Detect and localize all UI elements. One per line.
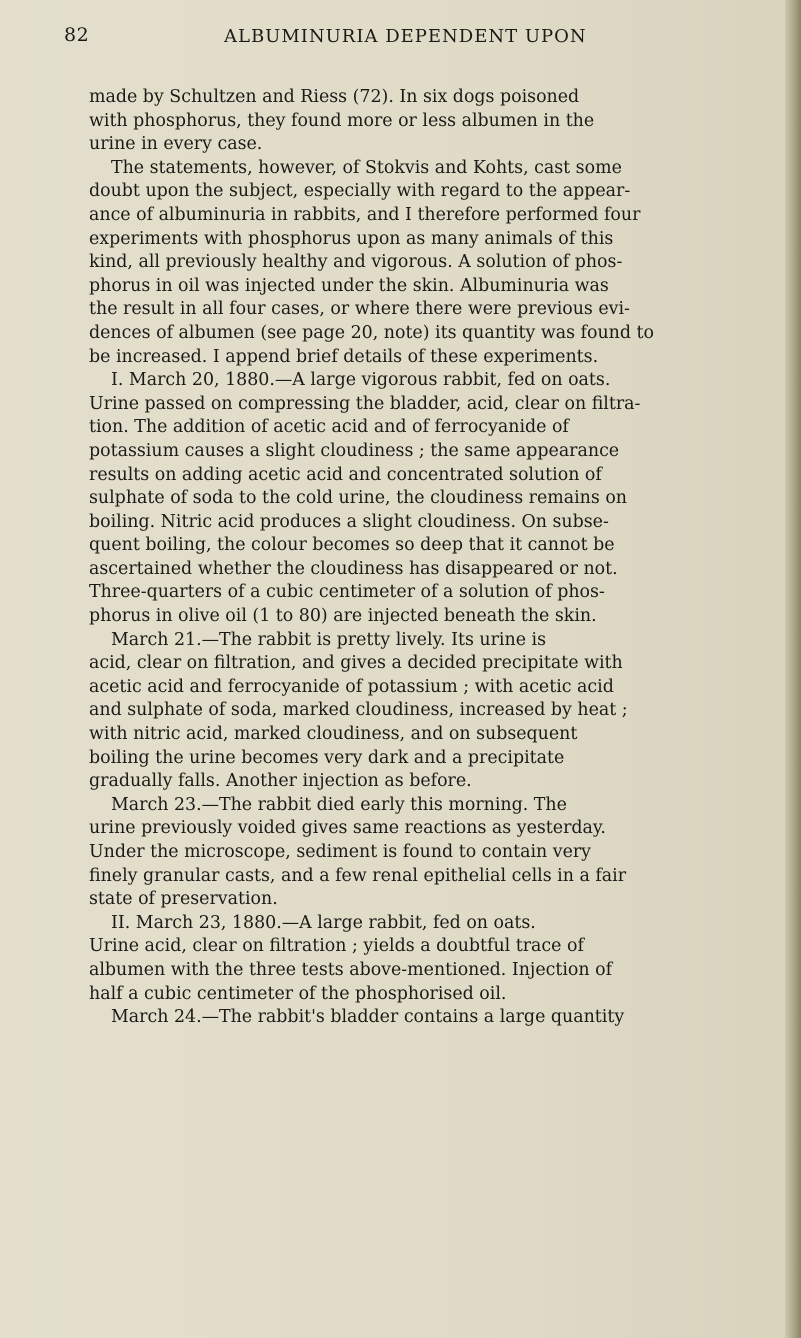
text-line: March 24.—The rabbit's bladder contains a large quantity: [111, 1007, 625, 1028]
text-line: results on adding acetic acid and concentrated solution of: [89, 464, 602, 485]
text-line: and sulphate of soda, marked cloudiness, increased by heat ;: [89, 700, 628, 721]
text-line: I. March 20, 1880.—A large vigorous rabbit, fed on oats.: [111, 370, 611, 391]
text-line: urine in every case.: [89, 134, 263, 155]
text-line: Urine acid, clear on filtration ; yields a doubtful trace of: [89, 936, 584, 957]
page-number: 82: [64, 24, 90, 46]
text-line: The statements, however, of Stokvis and Kohts, cast some: [111, 157, 622, 178]
text-line: ascertained whether the cloudiness has disappeared or not.: [89, 558, 618, 579]
text-line: ance of albuminuria in rabbits, and I therefore performed four: [89, 204, 641, 225]
text-line: made by Schultzen and Riess (72). In six dogs poisoned: [89, 87, 580, 107]
text-line: with phosphorus, they found more or less albumen in the: [89, 110, 595, 131]
text-line: boiling. Nitric acid produces a slight cloudiness. On subse-: [89, 511, 609, 532]
text-line: phorus in olive oil (1 to 80) are injected beneath the skin.: [89, 606, 597, 627]
text-line: quent boiling, the colour becomes so deep that it cannot be: [89, 535, 615, 556]
text-line: kind, all previously healthy and vigorous. A solution of phos-: [89, 252, 623, 273]
running-head: ALBUMINURIA DEPENDENT UPON: [224, 26, 587, 47]
text-line: acetic acid and ferrocyanide of potassium ; with acetic acid: [89, 676, 614, 697]
text-line: acid, clear on filtration, and gives a decided precipitate with: [89, 653, 623, 674]
text-line: Urine passed on compressing the bladder, acid, clear on filtra-: [89, 393, 641, 414]
text-line: March 23.—The rabbit died early this morning. The: [111, 794, 567, 815]
text-line: II. March 23, 1880.—A large rabbit, fed on oats.: [111, 912, 536, 933]
text-line: albumen with the three tests above-mentioned. Injection of: [89, 959, 613, 980]
text-line: be increased. I append brief details of these experiments.: [89, 346, 599, 367]
text-line: gradually falls. Another injection as before.: [89, 771, 472, 792]
text-line: March 21.—The rabbit is pretty lively. Its urine is: [111, 629, 546, 650]
text-line: doubt upon the subject, especially with regard to the appear-: [89, 181, 631, 202]
text-line: boiling the urine becomes very dark and a precipitate: [89, 747, 565, 768]
text-line: urine previously voided gives same reactions as yesterday.: [89, 818, 606, 839]
text-line: Under the microscope, sediment is found to contain very: [89, 842, 592, 862]
text-line: with nitric acid, marked cloudiness, and on subsequent: [89, 724, 578, 745]
text-line: state of preservation.: [89, 889, 278, 910]
text-line: tion. The addition of acetic acid and of ferrocyanide of: [89, 417, 569, 438]
body-text: [89, 86, 781, 1030]
text-line: the result in all four cases, or where there were previous evi-: [89, 299, 630, 320]
text-line: Three-quarters of a cubic centimeter of a solution of phos-: [89, 582, 605, 603]
text-line: potassium causes a slight cloudiness ; the same appearance: [89, 440, 620, 461]
page-edge-shadow: [785, 0, 801, 1338]
text-line: finely granular casts, and a few renal epithelial cells in a fair: [89, 865, 627, 886]
text-line: phorus in oil was injected under the skin. Albuminuria was: [89, 275, 609, 296]
text-line: experiments with phosphorus upon as many animals of this: [89, 228, 614, 249]
text-line: half a cubic centimeter of the phosphorised oil.: [89, 983, 507, 1004]
text-line: sulphate of soda to the cold urine, the cloudiness remains on: [89, 488, 627, 509]
text-line: dences of albumen (see page 20, note) its quantity was found to: [89, 322, 654, 343]
